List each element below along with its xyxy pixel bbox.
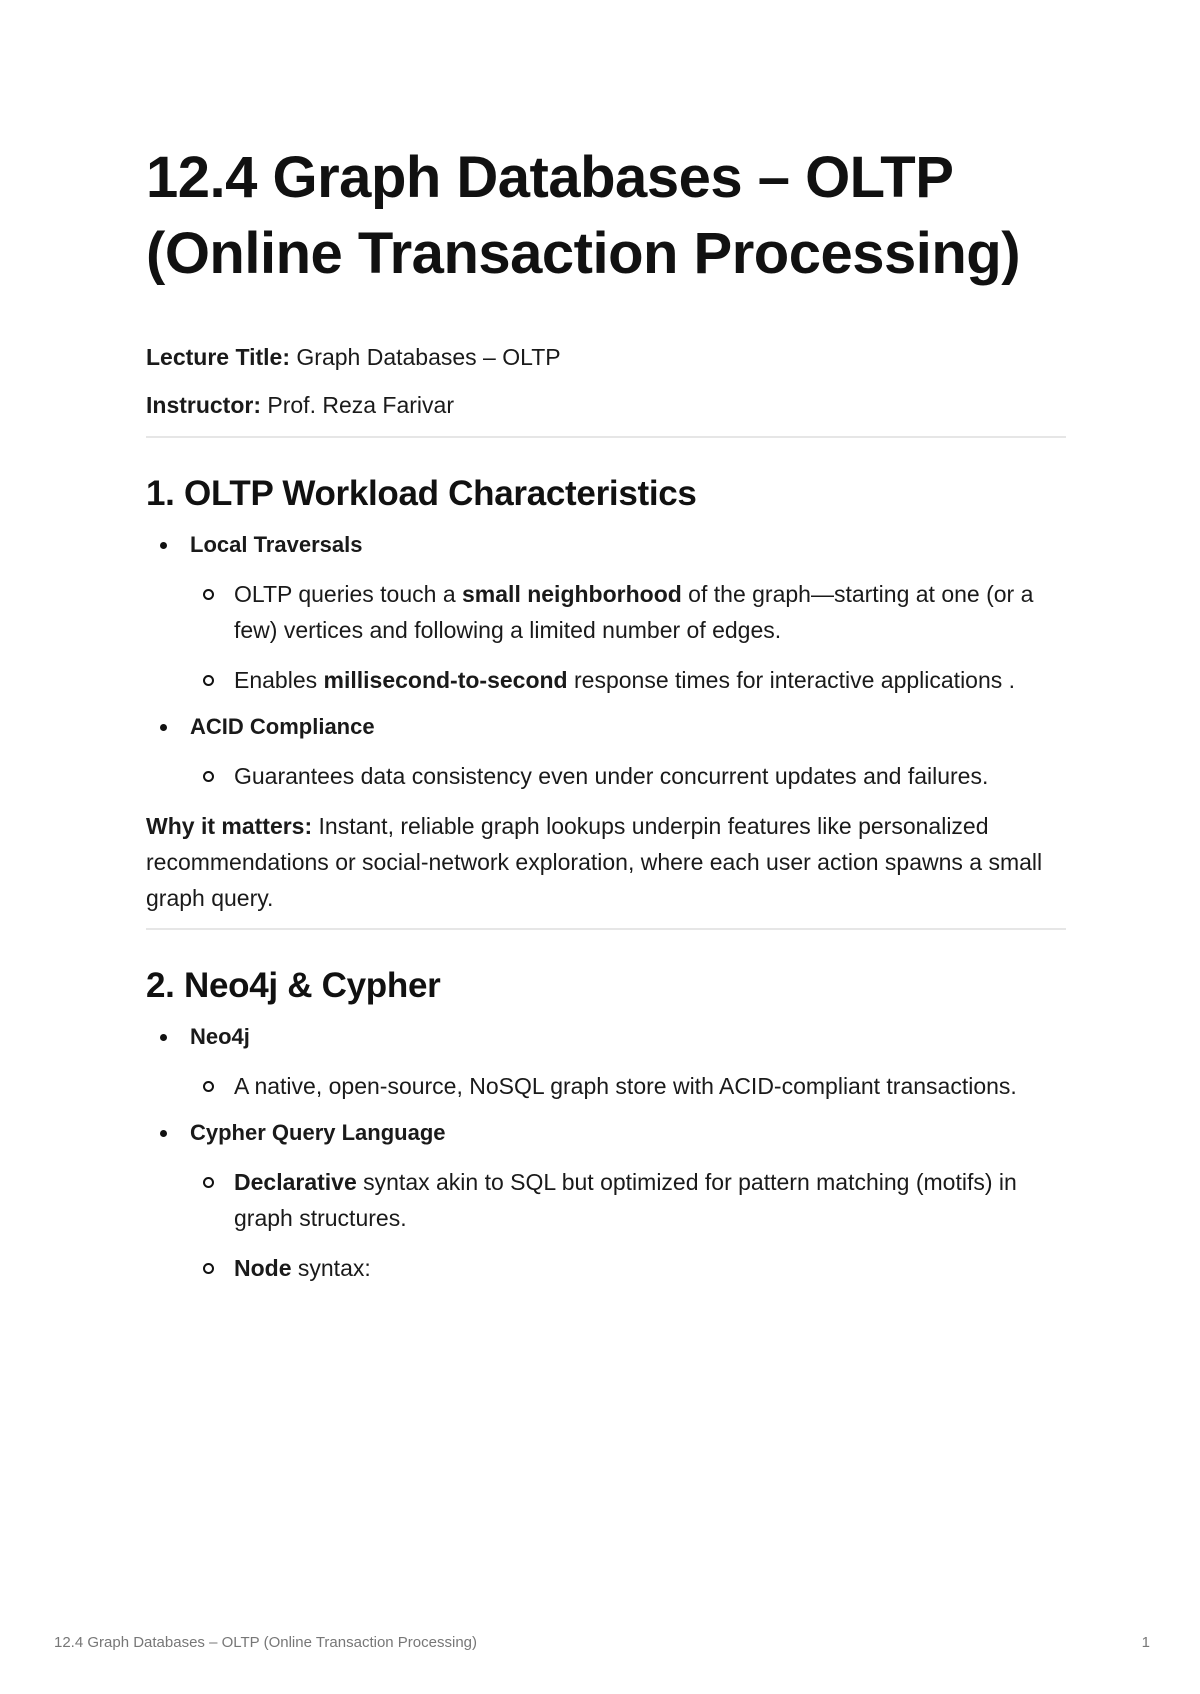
list-item xyxy=(146,712,1066,794)
text: response times for interactive applications . xyxy=(567,667,1016,693)
bold-text: Node xyxy=(234,1255,292,1281)
bullet-circle-icon xyxy=(203,675,214,686)
why-label: Why it matters: xyxy=(146,813,313,839)
lecture-meta xyxy=(146,342,1066,420)
sub-list-item xyxy=(190,1164,1066,1236)
sub-list xyxy=(190,758,1066,794)
bullet-dot-icon xyxy=(160,724,167,731)
document-page xyxy=(146,140,1066,1300)
sub-list xyxy=(190,1068,1066,1104)
sub-list-item xyxy=(190,1250,1066,1286)
lecture-title-value: Graph Databases – OLTP xyxy=(290,344,561,370)
bullet-circle-icon xyxy=(203,589,214,600)
bullet-circle-icon xyxy=(203,1081,214,1092)
text: A native, open-source, NoSQL graph store with ACID-compliant transactions. xyxy=(234,1073,1017,1099)
sub-list xyxy=(190,1164,1066,1286)
bullet-dot-icon xyxy=(160,542,167,549)
list-item-label: ACID Compliance xyxy=(190,714,375,739)
list-item-label: Neo4j xyxy=(190,1024,250,1049)
bullet-circle-icon xyxy=(203,771,214,782)
page-number: 1 xyxy=(1141,1634,1150,1651)
list-item xyxy=(146,1022,1066,1104)
lecture-title-line xyxy=(146,342,1066,372)
sub-list-item xyxy=(190,662,1066,698)
text: Guarantees data consistency even under concurrent updates and failures. xyxy=(234,763,989,789)
text: Enables xyxy=(234,667,324,693)
sub-list-item xyxy=(190,576,1066,648)
text: syntax akin to SQL but optimized for pattern matching (motifs) in graph structures. xyxy=(234,1169,1017,1231)
bullet-dot-icon xyxy=(160,1130,167,1137)
divider xyxy=(146,436,1066,438)
bullet-circle-icon xyxy=(203,1263,214,1274)
instructor-value: Prof. Reza Farivar xyxy=(261,392,454,418)
bold-text: Declarative xyxy=(234,1169,357,1195)
bold-text: small neighborhood xyxy=(462,581,682,607)
text: of the graph—starting at one (or a few) vertices and following a limited number of edges. xyxy=(234,581,1034,643)
list-item-label: Local Traversals xyxy=(190,532,363,557)
list-item xyxy=(146,1118,1066,1286)
instructor-line xyxy=(146,390,1066,420)
sub-list-item xyxy=(190,758,1066,794)
bullet-list xyxy=(146,1022,1066,1286)
bullet-dot-icon xyxy=(160,1034,167,1041)
why-text: Instant, reliable graph lookups underpin features like personalized recommendations or social-network exploration, where each user action spawns a small graph query. xyxy=(146,813,1043,911)
list-item-label: Cypher Query Language xyxy=(190,1120,446,1145)
instructor-label: Instructor: xyxy=(146,392,261,418)
divider xyxy=(146,928,1066,930)
section-heading: 2. Neo4j & Cypher xyxy=(146,966,441,1005)
sub-list xyxy=(190,576,1066,698)
text: syntax: xyxy=(291,1255,371,1281)
page-footer xyxy=(54,1634,1150,1651)
why-it-matters xyxy=(146,808,1066,916)
section-heading: 1. OLTP Workload Characteristics xyxy=(146,474,697,513)
bold-text: millisecond-to-second xyxy=(323,667,568,693)
sub-list-item xyxy=(190,1068,1066,1104)
lecture-title-label: Lecture Title: xyxy=(146,344,290,370)
page-title: 12.4 Graph Databases – OLTP (Online Transaction Processing) xyxy=(146,145,1021,286)
footer-title: 12.4 Graph Databases – OLTP (Online Transaction Processing) xyxy=(54,1634,477,1651)
bullet-list xyxy=(146,530,1066,794)
list-item xyxy=(146,530,1066,698)
bullet-circle-icon xyxy=(203,1177,214,1188)
text: OLTP queries touch a xyxy=(234,581,463,607)
